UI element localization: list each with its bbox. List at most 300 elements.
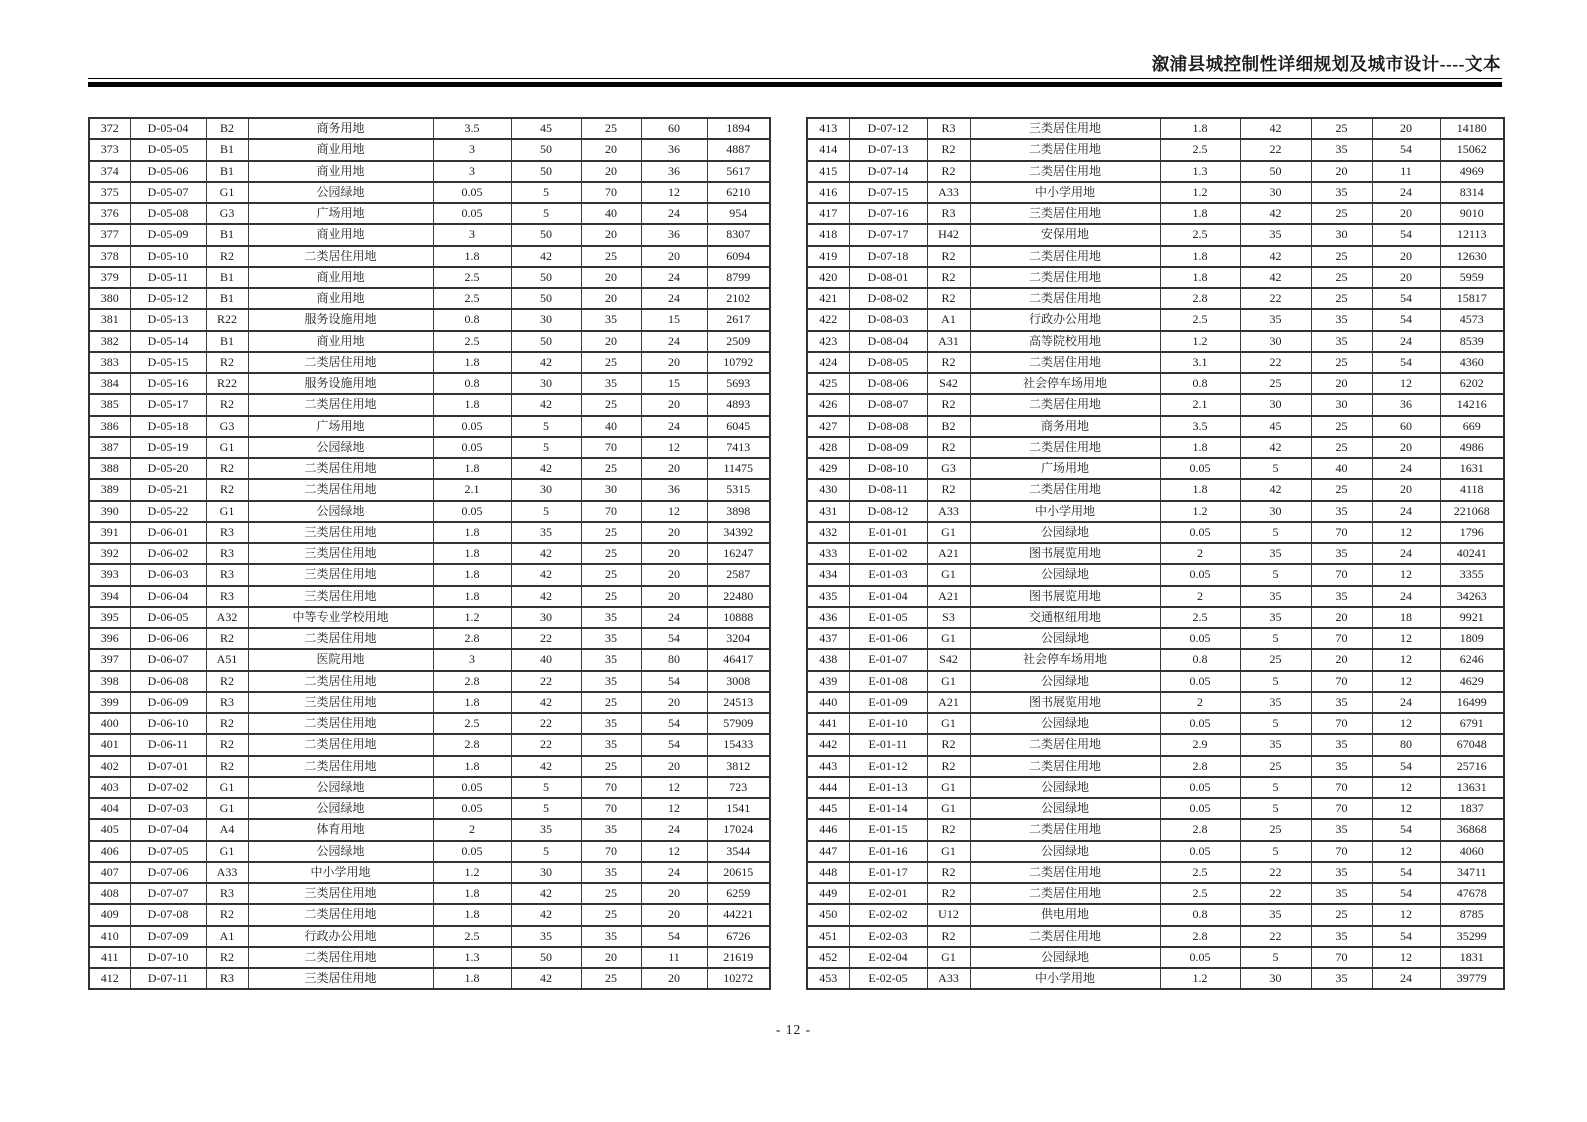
table-cell: D-06-04	[130, 586, 206, 607]
table-cell: 42	[511, 904, 581, 925]
table-cell: E-02-01	[849, 883, 927, 904]
table-cell: 2	[433, 819, 511, 840]
table-cell: 3	[433, 224, 511, 245]
table-row	[807, 692, 1504, 713]
table-cell: R2	[206, 713, 248, 734]
table-row	[807, 713, 1504, 734]
table-row	[807, 458, 1504, 479]
table-cell: 40	[1311, 458, 1372, 479]
table-cell: 22	[1240, 288, 1311, 309]
table-cell: 443	[807, 756, 849, 777]
table-row	[89, 628, 770, 649]
table-cell: R2	[206, 671, 248, 692]
table-cell: 2617	[707, 309, 770, 330]
table-cell: 35	[1311, 819, 1372, 840]
table-cell: 1.8	[1160, 479, 1240, 500]
table-cell: 5	[511, 182, 581, 203]
table-cell: 图书展览用地	[970, 692, 1160, 713]
table-cell: B1	[206, 331, 248, 352]
table-cell: R3	[927, 118, 970, 139]
table-cell: 42	[511, 543, 581, 564]
table-cell: 378	[89, 246, 130, 267]
table-cell: 445	[807, 798, 849, 819]
table-cell: 商务用地	[970, 416, 1160, 437]
table-cell: 5	[511, 203, 581, 224]
table-cell: D-05-21	[130, 479, 206, 500]
table-cell: 440	[807, 692, 849, 713]
table-cell: E-01-14	[849, 798, 927, 819]
table-cell: 行政办公用地	[970, 309, 1160, 330]
table-cell: D-08-08	[849, 416, 927, 437]
table-cell: 25	[1311, 904, 1372, 925]
table-row	[89, 819, 770, 840]
table-row	[89, 564, 770, 585]
table-cell: G1	[927, 522, 970, 543]
table-cell: 428	[807, 437, 849, 458]
table-cell: D-05-20	[130, 458, 206, 479]
table-row	[89, 203, 770, 224]
table-cell: 22	[511, 628, 581, 649]
table-cell: R2	[927, 437, 970, 458]
table-cell: 35	[1311, 862, 1372, 883]
table-cell: 5	[1240, 841, 1311, 862]
table-row	[807, 607, 1504, 628]
table-cell: 8314	[1440, 182, 1504, 203]
table-cell: R3	[206, 968, 248, 989]
table-cell: 375	[89, 182, 130, 203]
table-cell: 25	[581, 543, 641, 564]
table-cell: D-07-11	[130, 968, 206, 989]
table-cell: 0.05	[433, 798, 511, 819]
table-cell: A31	[927, 331, 970, 352]
table-cell: D-05-15	[130, 352, 206, 373]
table-cell: 12	[1372, 649, 1440, 670]
table-row	[89, 267, 770, 288]
table-cell: D-05-16	[130, 373, 206, 394]
table-cell: D-06-06	[130, 628, 206, 649]
table-cell: 3008	[707, 671, 770, 692]
table-cell: 54	[1372, 756, 1440, 777]
table-cell: 12	[1372, 798, 1440, 819]
table-cell: 383	[89, 352, 130, 373]
table-cell: 42	[511, 883, 581, 904]
table-cell: D-07-06	[130, 862, 206, 883]
table-cell: 1.2	[433, 862, 511, 883]
table-cell: 60	[641, 118, 707, 139]
table-cell: 25	[581, 756, 641, 777]
table-row	[89, 182, 770, 203]
table-cell: D-06-09	[130, 692, 206, 713]
table-cell: 447	[807, 841, 849, 862]
table-cell: 25	[1311, 479, 1372, 500]
table-row	[807, 968, 1504, 989]
table-cell: R2	[927, 288, 970, 309]
table-cell: 30	[1311, 224, 1372, 245]
table-cell: 4969	[1440, 161, 1504, 182]
table-cell: 35	[581, 309, 641, 330]
table-cell: D-07-15	[849, 182, 927, 203]
table-cell: R2	[927, 734, 970, 755]
table-cell: 16247	[707, 543, 770, 564]
table-cell: 669	[1440, 416, 1504, 437]
table-cell: 35	[1240, 692, 1311, 713]
table-cell: 0.05	[1160, 713, 1240, 734]
table-cell: 广场用地	[970, 458, 1160, 479]
table-cell: 0.05	[433, 777, 511, 798]
table-cell: 2.5	[1160, 139, 1240, 160]
table-cell: 452	[807, 947, 849, 968]
table-cell: G1	[927, 947, 970, 968]
table-cell: 1.8	[433, 883, 511, 904]
table-cell: 387	[89, 437, 130, 458]
table-cell: 420	[807, 267, 849, 288]
table-cell: 15817	[1440, 288, 1504, 309]
table-cell: 12	[1372, 671, 1440, 692]
table-cell: 12	[1372, 777, 1440, 798]
table-cell: 17024	[707, 819, 770, 840]
table-cell: R2	[927, 926, 970, 947]
table-cell: 396	[89, 628, 130, 649]
table-cell: 5	[511, 777, 581, 798]
table-cell: 54	[1372, 926, 1440, 947]
table-row	[807, 777, 1504, 798]
table-cell: 50	[511, 267, 581, 288]
table-cell: 12	[641, 841, 707, 862]
table-cell: 1631	[1440, 458, 1504, 479]
table-cell: 0.05	[1160, 947, 1240, 968]
table-cell: 20	[641, 968, 707, 989]
table-cell: 0.05	[433, 203, 511, 224]
table-cell: 二类居住用地	[970, 734, 1160, 755]
table-cell: A33	[927, 501, 970, 522]
table-cell: 70	[581, 501, 641, 522]
table-cell: 1.8	[1160, 246, 1240, 267]
table-row	[807, 904, 1504, 925]
table-cell: R3	[206, 522, 248, 543]
table-cell: 24	[1372, 543, 1440, 564]
table-cell: 35	[511, 926, 581, 947]
table-cell: R22	[206, 309, 248, 330]
table-cell: 1.8	[433, 246, 511, 267]
table-cell: 二类居住用地	[970, 756, 1160, 777]
table-cell: 0.05	[433, 416, 511, 437]
table-cell: 16499	[1440, 692, 1504, 713]
table-cell: 30	[511, 862, 581, 883]
table-cell: 402	[89, 756, 130, 777]
table-cell: 24	[1372, 331, 1440, 352]
table-cell: 8539	[1440, 331, 1504, 352]
table-cell: E-01-09	[849, 692, 927, 713]
table-cell: 42	[511, 246, 581, 267]
table-cell: D-06-03	[130, 564, 206, 585]
table-cell: 425	[807, 373, 849, 394]
table-cell: 426	[807, 394, 849, 415]
table-cell: 12	[641, 501, 707, 522]
land-use-table-right	[806, 117, 1505, 990]
table-cell: 公园绿地	[970, 947, 1160, 968]
table-cell: 20	[641, 692, 707, 713]
table-row	[89, 161, 770, 182]
table-cell: 35299	[1440, 926, 1504, 947]
table-row	[89, 798, 770, 819]
table-cell: 20	[641, 522, 707, 543]
table-cell: D-05-09	[130, 224, 206, 245]
table-cell: 20	[641, 458, 707, 479]
table-row	[89, 246, 770, 267]
table-cell: 3.1	[1160, 352, 1240, 373]
table-cell: 24	[641, 819, 707, 840]
table-cell: 0.05	[1160, 798, 1240, 819]
table-cell: 0.8	[1160, 373, 1240, 394]
table-cell: 14216	[1440, 394, 1504, 415]
table-row	[89, 607, 770, 628]
table-cell: 406	[89, 841, 130, 862]
table-cell: 2.5	[433, 331, 511, 352]
table-cell: D-07-04	[130, 819, 206, 840]
table-cell: 35	[1311, 139, 1372, 160]
table-cell: A33	[927, 968, 970, 989]
table-cell: 392	[89, 543, 130, 564]
table-cell: A21	[927, 586, 970, 607]
table-cell: 54	[641, 628, 707, 649]
table-cell: 1.8	[1160, 267, 1240, 288]
table-cell: 1.8	[433, 564, 511, 585]
table-cell: 723	[707, 777, 770, 798]
table-cell: 407	[89, 862, 130, 883]
table-row	[89, 373, 770, 394]
table-cell: 34711	[1440, 862, 1504, 883]
table-cell: E-01-17	[849, 862, 927, 883]
table-cell: 三类居住用地	[248, 883, 433, 904]
table-cell: 25	[581, 586, 641, 607]
table-cell: D-08-07	[849, 394, 927, 415]
table-row	[89, 713, 770, 734]
table-cell: 图书展览用地	[970, 543, 1160, 564]
table-cell: 5	[1240, 522, 1311, 543]
table-cell: B2	[927, 416, 970, 437]
table-cell: 1.2	[1160, 501, 1240, 522]
table-cell: 6094	[707, 246, 770, 267]
table-cell: 三类居住用地	[248, 543, 433, 564]
table-cell: 34263	[1440, 586, 1504, 607]
table-cell: 453	[807, 968, 849, 989]
table-cell: 3.5	[433, 118, 511, 139]
table-row	[807, 756, 1504, 777]
table-cell: B1	[206, 267, 248, 288]
table-cell: 商业用地	[248, 288, 433, 309]
table-cell: D-06-07	[130, 649, 206, 670]
table-cell: 404	[89, 798, 130, 819]
table-cell: 12	[641, 798, 707, 819]
table-cell: R2	[206, 734, 248, 755]
table-cell: 0.05	[1160, 458, 1240, 479]
table-cell: 二类居住用地	[970, 394, 1160, 415]
table-cell: D-08-05	[849, 352, 927, 373]
table-cell: 1.8	[1160, 118, 1240, 139]
table-cell: 0.05	[433, 437, 511, 458]
table-cell: 20	[581, 947, 641, 968]
table-cell: R2	[927, 819, 970, 840]
table-cell: 5	[1240, 458, 1311, 479]
table-cell: 5	[1240, 564, 1311, 585]
table-row	[89, 777, 770, 798]
table-cell: D-08-04	[849, 331, 927, 352]
table-cell: 公园绿地	[970, 713, 1160, 734]
table-cell: 24	[1372, 458, 1440, 479]
table-cell: 30	[1240, 331, 1311, 352]
table-cell: 4893	[707, 394, 770, 415]
table-cell: 22	[1240, 352, 1311, 373]
table-cell: 25	[581, 564, 641, 585]
table-cell: 0.05	[1160, 522, 1240, 543]
table-cell: R2	[206, 394, 248, 415]
table-cell: 42	[1240, 267, 1311, 288]
table-cell: 20	[1372, 437, 1440, 458]
table-cell: 11	[1372, 161, 1440, 182]
table-cell: 54	[641, 713, 707, 734]
table-cell: 5	[1240, 713, 1311, 734]
table-cell: B1	[206, 224, 248, 245]
table-cell: 40241	[1440, 543, 1504, 564]
table-cell: 444	[807, 777, 849, 798]
table-cell: 商业用地	[248, 139, 433, 160]
table-cell: 50	[511, 947, 581, 968]
table-cell: 22	[1240, 139, 1311, 160]
table-cell: 24	[1372, 968, 1440, 989]
table-row	[89, 309, 770, 330]
table-cell: 25	[1311, 246, 1372, 267]
table-cell: 442	[807, 734, 849, 755]
table-cell: 398	[89, 671, 130, 692]
table-cell: 25	[1240, 756, 1311, 777]
table-cell: D-08-06	[849, 373, 927, 394]
table-cell: 20	[581, 161, 641, 182]
table-cell: 1.2	[433, 607, 511, 628]
table-cell: 42	[1240, 118, 1311, 139]
table-row	[89, 734, 770, 755]
table-row	[807, 139, 1504, 160]
table-row	[89, 522, 770, 543]
table-row	[89, 926, 770, 947]
table-cell: E-01-06	[849, 628, 927, 649]
table-row	[89, 862, 770, 883]
table-cell: 社会停车场用地	[970, 373, 1160, 394]
table-cell: 20	[641, 352, 707, 373]
table-cell: 2.8	[1160, 288, 1240, 309]
table-cell: 10888	[707, 607, 770, 628]
table-cell: 6045	[707, 416, 770, 437]
table-cell: 12	[1372, 522, 1440, 543]
table-cell: 35	[581, 819, 641, 840]
table-cell: 4986	[1440, 437, 1504, 458]
table-cell: 35	[581, 607, 641, 628]
table-cell: 372	[89, 118, 130, 139]
table-cell: 35	[1240, 224, 1311, 245]
table-cell: E-01-08	[849, 671, 927, 692]
table-cell: D-05-13	[130, 309, 206, 330]
table-cell: 42	[511, 756, 581, 777]
table-cell: 30	[511, 607, 581, 628]
table-cell: 二类居住用地	[970, 161, 1160, 182]
table-cell: A1	[206, 926, 248, 947]
table-row	[89, 649, 770, 670]
table-row	[807, 819, 1504, 840]
table-cell: 1.3	[1160, 161, 1240, 182]
table-cell: 413	[807, 118, 849, 139]
table-cell: 20	[581, 224, 641, 245]
table-cell: 14180	[1440, 118, 1504, 139]
table-cell: R2	[206, 352, 248, 373]
table-cell: 15062	[1440, 139, 1504, 160]
table-cell: 5	[511, 841, 581, 862]
table-cell: 20	[641, 564, 707, 585]
table-cell: 20	[1372, 118, 1440, 139]
table-cell: 70	[1311, 841, 1372, 862]
table-cell: 2587	[707, 564, 770, 585]
table-row	[89, 458, 770, 479]
table-cell: E-01-15	[849, 819, 927, 840]
table-cell: A4	[206, 819, 248, 840]
table-cell: D-05-12	[130, 288, 206, 309]
table-cell: 0.05	[1160, 777, 1240, 798]
table-cell: G3	[206, 203, 248, 224]
table-row	[807, 479, 1504, 500]
table-row	[89, 586, 770, 607]
table-row	[807, 564, 1504, 585]
table-cell: 399	[89, 692, 130, 713]
table-cell: 2.1	[1160, 394, 1240, 415]
table-cell: 30	[1240, 182, 1311, 203]
table-cell: 二类居住用地	[970, 883, 1160, 904]
table-cell: D-07-18	[849, 246, 927, 267]
table-cell: D-07-12	[849, 118, 927, 139]
table-cell: 20	[641, 883, 707, 904]
table-cell: 405	[89, 819, 130, 840]
table-cell: 0.8	[433, 373, 511, 394]
table-cell: 47678	[1440, 883, 1504, 904]
table-cell: D-08-01	[849, 267, 927, 288]
table-cell: 3	[433, 139, 511, 160]
table-cell: D-08-10	[849, 458, 927, 479]
table-cell: D-05-08	[130, 203, 206, 224]
header-rule-thick	[88, 82, 1502, 87]
table-cell: 380	[89, 288, 130, 309]
table-cell: 25	[581, 968, 641, 989]
table-cell: 二类居住用地	[970, 246, 1160, 267]
table-cell: B1	[206, 139, 248, 160]
table-cell: 46417	[707, 649, 770, 670]
table-cell: A21	[927, 543, 970, 564]
table-cell: 5693	[707, 373, 770, 394]
table-cell: 三类居住用地	[248, 586, 433, 607]
table-cell: 30	[1311, 394, 1372, 415]
table-cell: 二类居住用地	[248, 628, 433, 649]
table-cell: 公园绿地	[248, 501, 433, 522]
table-row	[807, 288, 1504, 309]
table-cell: 二类居住用地	[248, 734, 433, 755]
table-cell: 2.5	[433, 713, 511, 734]
table-cell: R2	[927, 352, 970, 373]
table-cell: 公园绿地	[248, 777, 433, 798]
table-cell: 15	[641, 309, 707, 330]
table-cell: 431	[807, 501, 849, 522]
table-cell: 12113	[1440, 224, 1504, 245]
table-cell: 24	[641, 862, 707, 883]
table-cell: R2	[206, 904, 248, 925]
table-cell: 2.5	[1160, 883, 1240, 904]
table-cell: 50	[1240, 161, 1311, 182]
table-cell: D-06-01	[130, 522, 206, 543]
